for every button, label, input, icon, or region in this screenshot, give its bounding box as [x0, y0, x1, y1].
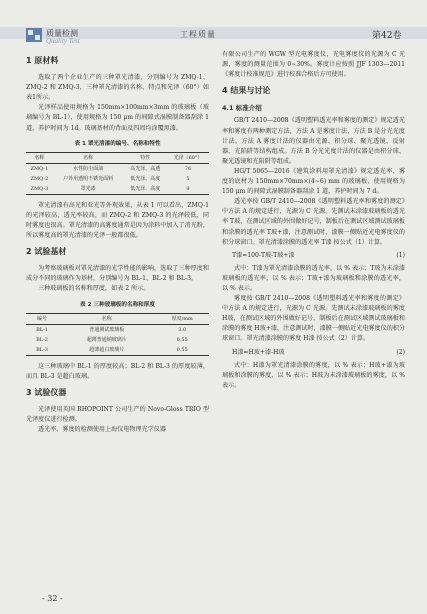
- table-header: 名称: [101, 315, 112, 322]
- left-column: [26, 50, 209, 435]
- formula-expression: H漆=H玻+漆-H玻: [232, 348, 285, 356]
- table-cell: 超薄超白玻璃片: [89, 346, 125, 353]
- table-caption: 表 2 三种玻璃板的名称和厚度: [80, 301, 155, 308]
- paragraph: HG/T 5065—2016《建筑涂料用罩光清漆》规定透光率、雾度的底材为 150mm×70mm×(4~6) mm 的玻璃板，使用规格为 150 μm 的间隙式湿膜制备器刮涂 1 道，养护时间为 7 d。: [222, 167, 405, 196]
- table-header: 编号: [37, 315, 48, 322]
- table-cell: ZMQ-2: [30, 175, 49, 182]
- page-header: [0, 0, 427, 44]
- table-row: [26, 163, 209, 174]
- table-cell: BL-3: [36, 346, 48, 353]
- table-header: 特性: [140, 154, 151, 161]
- table-header: 光泽（60°）: [173, 154, 203, 161]
- section-heading: 1 原材料: [26, 56, 59, 65]
- table-cell: 普通测试玻璃板: [89, 326, 125, 333]
- table-cell: ZMQ-1: [30, 165, 49, 172]
- table-cell: 低光泽、高度: [130, 175, 161, 182]
- paragraph: 有限公司生产的 WGW 型光电雾度仪，光电雾度仪的光源为 C 光源，雾度的测量范围为 0~30%。雾度计应按照 JJF 1303—2011《雾度计校准规范》进行校准合格后方可使用。: [222, 51, 405, 79]
- table-cell: BL-2: [36, 336, 48, 343]
- table-cell: 76: [184, 165, 192, 172]
- table-cell: 0.55: [176, 346, 188, 353]
- page-number: - 32 -: [42, 594, 63, 603]
- right-column: [222, 50, 405, 391]
- table-cell: 3.0: [178, 326, 187, 333]
- table-cell: 水性防尘面油: [73, 165, 104, 172]
- table-cell: BL-1: [36, 326, 48, 333]
- table-cell: 户外用透明不锈光面料: [63, 175, 114, 182]
- table-cell: 9: [186, 185, 190, 192]
- table-row: [26, 345, 209, 356]
- formula-2: [222, 348, 405, 358]
- formula-number: (2): [396, 348, 405, 356]
- table-header: 厚度/mm: [171, 315, 193, 322]
- table-row: [26, 184, 209, 195]
- table-cell: 低光泽、高度: [130, 185, 161, 192]
- table-cell: 罩光漆: [80, 185, 96, 192]
- table-cell: 高光泽、高透: [130, 165, 161, 172]
- table-cell: 5: [186, 175, 190, 182]
- table-row: [26, 174, 209, 184]
- paragraph: 式中：T漆为罩光清漆涂膜的透光率，以 % 表示；T玻为未涂漆玻璃板的透光率，以 % 表示；T玻+漆为玻璃板和涂膜的透光率，以 % 表示。: [222, 264, 405, 292]
- formula-number: (1): [396, 251, 405, 259]
- table-header: 名称: [34, 154, 45, 161]
- paragraph: 罩光清漆有高光和亚光等外观效果，从表 1 可以看出，ZMQ-1 的光泽较高，透光率较高，而 ZMQ-2 和 ZMQ-3 的光泽较低，同时雾度也很高。罩光清漆的高雾度通常是因为涂料中加入了消光粉，所以雾度高的罩光清漆的光泽一般都很低。: [26, 201, 209, 240]
- table-cell: ZMQ-3: [30, 185, 49, 192]
- table-cell: 0.55: [176, 336, 188, 343]
- paragraph: 雾度按 GB/T 2410—2008《透明塑料透光率和雾度的测定》中方法 A 的规定进行，光源为 C 光源。先测试未涂漆玻璃板的雾度 H玻，在测试区域的外围做好记号，制板后在测试区域测试玻璃板和涂膜的雾度 H玻+漆，注意测试时，漆膜一侧贴近光电雾度仪的积分球窗口。罩光清漆涂膜的雾度 H漆 按公式（2）计算。: [222, 295, 405, 343]
- formula-1: [222, 251, 405, 261]
- paragraph: 透光率、雾度的检测使用上海仪电物理光学仪器: [38, 426, 166, 434]
- paragraph: 光泽使用英国 RHOPOINT 公司生产的 Novo-Gloss TRIO 型光泽度仪进行检测。: [26, 405, 209, 423]
- table-row: [26, 324, 209, 335]
- table-caption: 表 1 罩光清漆的编号、名称和特性: [74, 140, 161, 147]
- formula-expression: T漆=100-T玻-T玻+漆: [232, 251, 295, 259]
- table-row: [26, 335, 209, 345]
- table-1: [26, 152, 209, 195]
- table-2: [26, 313, 209, 356]
- paragraph: GB/T 2410—2008《透明塑料透光率和雾度的测定》规定透光率和雾度有两种测定方法，方法 A 是雾度计法，方法 B 是分光光度计法。方法 A 雾度计法的仪器由光源、积分球、聚光透镜、反射器、光陷阱等结构组成。方法 B 分光光度计法的仪器是由积分球、聚光透镜和光陷阱等组成。: [222, 117, 405, 165]
- paragraph: 式中：H漆为罩光清漆涂膜的雾度，以 % 表示；H玻+漆为玻璃板和涂膜的雾度，以 % 表示；H玻为未涂漆玻璃板的雾度，以 % 表示。: [222, 361, 405, 389]
- magazine-title: 工程质量: [180, 30, 216, 39]
- subsection-heading: 4.1 标准介绍: [222, 104, 262, 113]
- paragraph: 选取了两个企业生产的三种罩光清漆，分别编号为 ZMQ-1、ZMQ-2 和 ZMQ-3，三种罩光清漆的名称、特点和光泽（60°）如表1所示。: [26, 74, 209, 102]
- paragraph: 透光率按 GB/T 2410—2008《透明塑料透光率和雾度的测定》中方法 A 的规定进行，光源为 C 光源。先测试未涂漆玻璃板的透光率 T玻，在测试区域的外围做好记号，制板后在测试区域测试玻璃板和涂膜的透光率 T玻+漆，注意测试时，漆膜一侧贴近光电雾度仪的积分球窗口。罩光清漆涂膜的透光率 T漆 按公式（1）计算。: [222, 198, 405, 246]
- section-heading: 2 试验基材: [26, 247, 67, 257]
- table-cell: 超薄普通钠玻璃片: [86, 336, 127, 343]
- section-heading: 4 结果与讨论: [222, 86, 271, 96]
- paragraph: 三种玻璃板的名称和厚度，如表 2 所示。: [38, 285, 150, 293]
- paragraph: 这三种玻璃中 BL-1 的厚度较高；BL-2 和 BL-3 的厚度较薄，而且 BL-3 是超白玻璃。: [26, 362, 209, 380]
- section-title-en: Quality Test: [46, 37, 80, 45]
- table-header: 名称: [83, 154, 94, 161]
- section-logo-icon: [26, 28, 42, 42]
- paragraph: 为考察玻璃板对罩光清漆的光学性能的影响，选取了三种厚度和成分不同的玻璃作为基材，分别编号为 BL-1、BL-2 和 BL-3。: [26, 265, 209, 283]
- paragraph: 光泽样品使用规格为 150mm×100mm×3mm 的玻璃板（玻璃编号为 BL-1），使用规格为 150 μm 的间隙式湿膜制备器刮涂 1 道，养护时间为 1d。玻璃基材的背面及四周均涂覆黑漆。: [26, 104, 209, 132]
- section-heading: 3 试验仪器: [26, 387, 67, 397]
- section-title-zh: 质量检测: [46, 29, 78, 38]
- volume-label: 第42卷: [372, 31, 402, 41]
